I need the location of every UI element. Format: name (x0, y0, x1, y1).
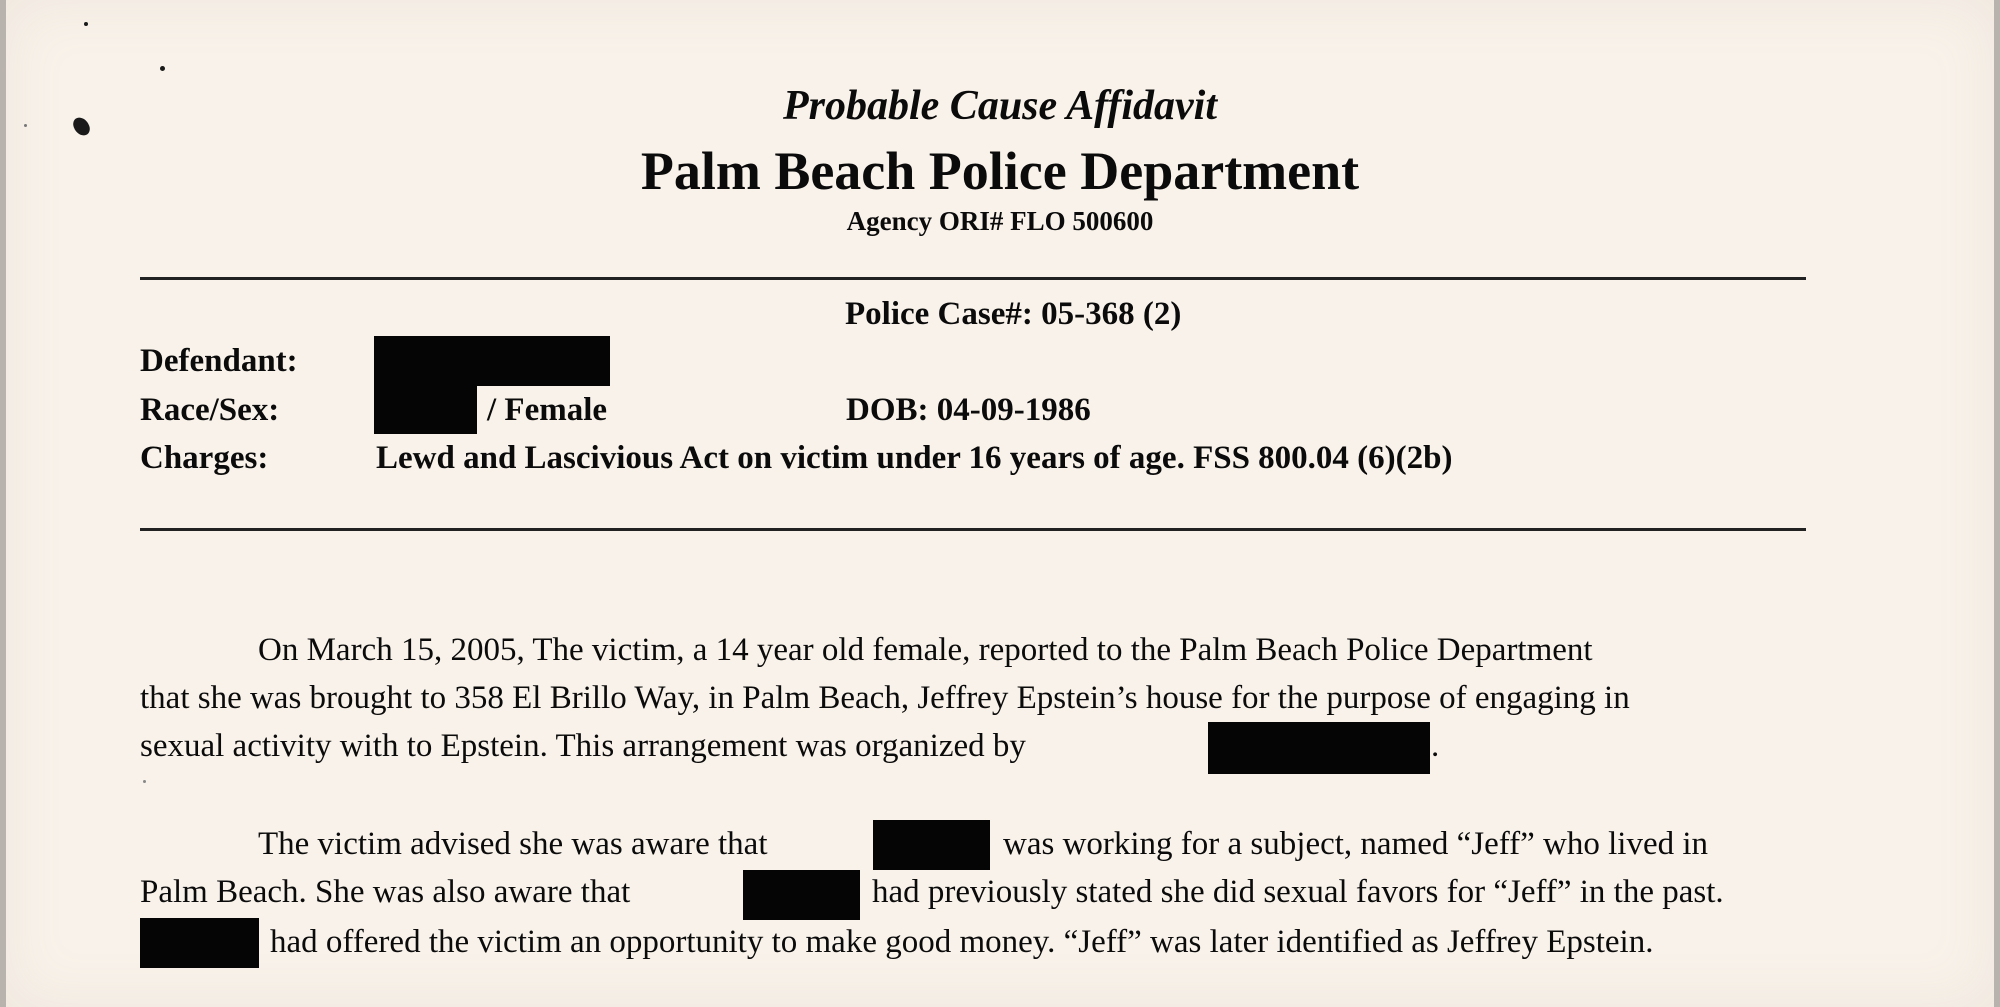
body-paragraph-1-line-2: that she was brought to 358 El Brillo Way, in Palm Beach, Jeffrey Epstein’s house for the purpose of engaging in (140, 680, 1630, 716)
agency-ori: Agency ORI# FLO 500600 (846, 206, 1154, 236)
body-paragraph-2-line-3: had offered the victim an opportunity to make good money. “Jeff” was later identified as Jeffrey Epstein. (270, 924, 1654, 960)
redaction-defendant (374, 336, 610, 386)
redaction-race (374, 384, 477, 434)
redaction-recruiter-2 (743, 870, 860, 920)
defendant-label: Defendant: (140, 343, 298, 379)
body-paragraph-2-line-2a: Palm Beach. She was also aware that (140, 874, 631, 910)
document-subtitle: Probable Cause Affidavit (783, 83, 1217, 129)
redaction-recruiter-1 (873, 820, 990, 870)
race-sex-label: Race/Sex: (140, 392, 280, 428)
charges-value: Lewd and Lascivious Act on victim under 16 years of age. FSS 800.04 (6)(2b) (376, 440, 1453, 476)
redaction-recruiter-3 (140, 918, 259, 968)
dob-value: DOB: 04-09-1986 (846, 392, 1091, 428)
header-divider (140, 277, 1806, 280)
body-paragraph-2-line-1b: was working for a subject, named “Jeff” who lived in (1003, 826, 1709, 862)
body-paragraph-1-line-3: sexual activity with to Epstein. This arrangement was organized by (140, 728, 1026, 764)
body-paragraph-1-period: . (1431, 728, 1440, 764)
police-case-number: Police Case#: 05-368 (2) (845, 296, 1182, 332)
department-title: Palm Beach Police Department (640, 141, 1360, 201)
body-paragraph-1-line-1: On March 15, 2005, The victim, a 14 year old female, reported to the Palm Beach Police Department (258, 632, 1593, 668)
body-paragraph-2-line-1a: The victim advised she was aware that (258, 826, 768, 862)
redaction-organizer (1208, 722, 1430, 774)
body-paragraph-2-line-2b: had previously stated she did sexual favors for “Jeff” in the past. (872, 874, 1724, 910)
sex-value: / Female (487, 392, 608, 428)
fields-divider (140, 528, 1806, 531)
charges-label: Charges: (140, 440, 269, 476)
